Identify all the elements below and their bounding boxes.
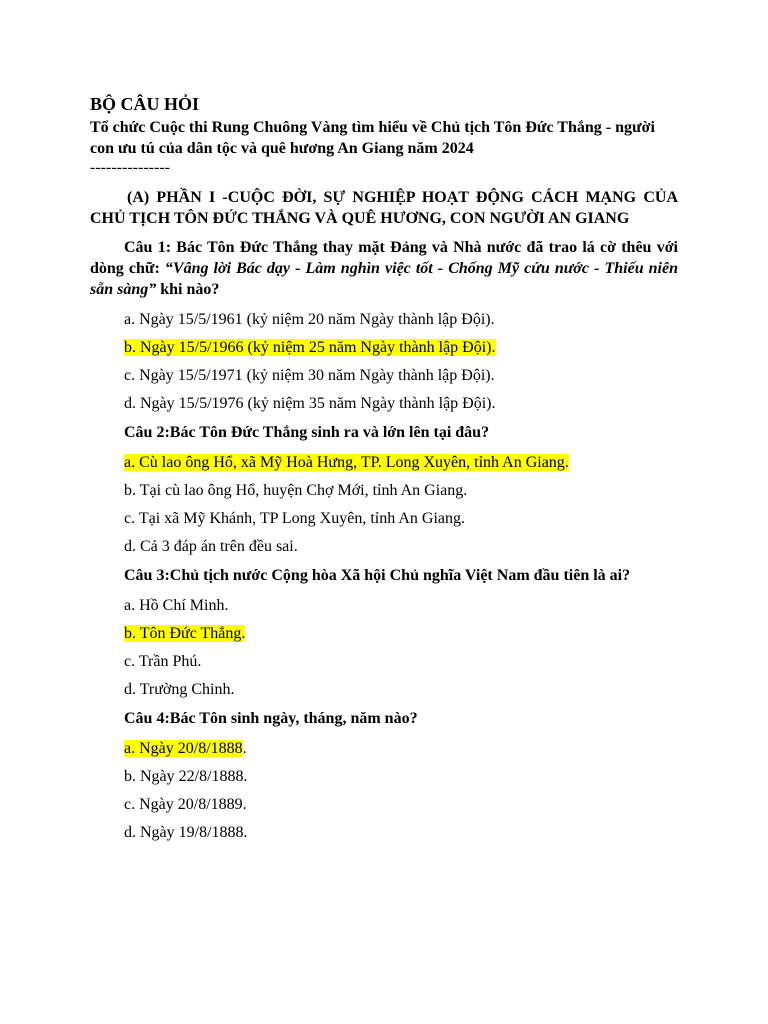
answer-option [124, 680, 678, 700]
question-prefix: Câu 3:Chủ tịch nước Cộng hòa Xã hội Chủ nghĩa Việt Nam đầu tiên là ai? [124, 567, 631, 584]
answer-text: d. Trường Chinh. [124, 681, 235, 698]
answer-text-highlighted: b. Ngày 15/5/1966 (kỷ niệm 25 năm Ngày thành lập Đội). [124, 339, 496, 356]
document-subtitle: Tổ chức Cuộc thi Rung Chuông Vàng tìm hiểu về Chủ tịch Tôn Đức Thắng - người con ưu tú của dân tộc và quê hương An Giang năm 2024 [90, 119, 655, 157]
answer-list [90, 310, 678, 414]
question-block-1 [90, 237, 678, 414]
question-block-3 [90, 565, 678, 700]
answer-option [124, 481, 678, 501]
answer-list [90, 739, 678, 843]
answer-option [124, 767, 678, 787]
answer-option [124, 338, 678, 358]
divider-line: --------------- [90, 159, 170, 176]
question-quote: “Vâng lời Bác dạy - Làm nghìn việc tốt - Chống Mỹ cứu nước - Thiếu niên sẵn sàng” [90, 260, 679, 298]
answer-list [90, 453, 678, 557]
answer-list [90, 596, 678, 700]
question-list [90, 237, 678, 843]
question-suffix: khi nào? [156, 281, 220, 298]
answer-text: d. Ngày 15/5/1976 (kỷ niệm 35 năm Ngày thành lập Đội). [124, 395, 496, 412]
question-text [90, 565, 678, 586]
answer-option [124, 795, 678, 815]
answer-option [124, 624, 678, 644]
answer-text: a. Ngày 15/5/1961 (kỷ niệm 20 năm Ngày thành lập Đội). [124, 311, 495, 328]
answer-text: d. Cả 3 đáp án trên đều sai. [124, 538, 298, 555]
answer-option [124, 394, 678, 414]
answer-text: b. Ngày 22/8/1888. [124, 768, 248, 785]
answer-text-highlighted: a. Ngày 20/8/1888 [124, 740, 243, 757]
question-block-2 [90, 422, 678, 557]
question-prefix: Câu 4:Bác Tôn sinh ngày, tháng, năm nào? [124, 710, 418, 727]
answer-option [124, 509, 678, 529]
answer-text: c. Tại xã Mỹ Khánh, TP Long Xuyên, tỉnh An Giang. [124, 510, 465, 527]
question-prefix: Câu 1: Bác Tôn Đức Thắng thay mặt Đảng và Nhà nước đã trao lá cờ thêu với dòng chữ: [90, 239, 678, 277]
answer-text: c. Ngày 15/5/1971 (kỷ niệm 30 năm Ngày thành lập Đội). [124, 367, 495, 384]
section-heading: (A) PHẦN I -CUỘC ĐỜI, SỰ NGHIỆP HOẠT ĐỘNG CÁCH MẠNG CỦA CHỦ TỊCH TÔN ĐỨC THẮNG VÀ QUÊ HƯƠNG, CON NGƯỜI AN GIANG [90, 189, 678, 227]
document-page [90, 93, 678, 843]
answer-text: c. Ngày 20/8/1889. [124, 796, 247, 813]
question-text [90, 708, 678, 729]
answer-text: b. Tại cù lao ông Hổ, huyện Chợ Mới, tỉnh An Giang. [124, 482, 468, 499]
answer-option [124, 739, 678, 759]
question-prefix: Câu 2:Bác Tôn Đức Thắng sinh ra và lớn lên tại đâu? [124, 424, 490, 441]
question-text [90, 422, 678, 443]
answer-text: d. Ngày 19/8/1888. [124, 824, 248, 841]
answer-text: c. Trần Phú. [124, 653, 202, 670]
answer-option [124, 310, 678, 330]
answer-option [124, 366, 678, 386]
document-title: BỘ CÂU HỎI [90, 94, 200, 114]
answer-option [124, 453, 678, 473]
answer-option [124, 596, 678, 616]
answer-option [124, 823, 678, 843]
question-text [90, 237, 678, 300]
answer-text: a. Hồ Chí Minh. [124, 597, 229, 614]
answer-tail: . [242, 740, 247, 757]
answer-option [124, 652, 678, 672]
answer-text-highlighted: a. Cù lao ông Hổ, xã Mỹ Hoà Hưng, TP. Long Xuyên, tỉnh An Giang. [124, 454, 569, 471]
question-block-4 [90, 708, 678, 843]
answer-text-highlighted: b. Tôn Đức Thắng. [124, 625, 246, 642]
answer-option [124, 537, 678, 557]
